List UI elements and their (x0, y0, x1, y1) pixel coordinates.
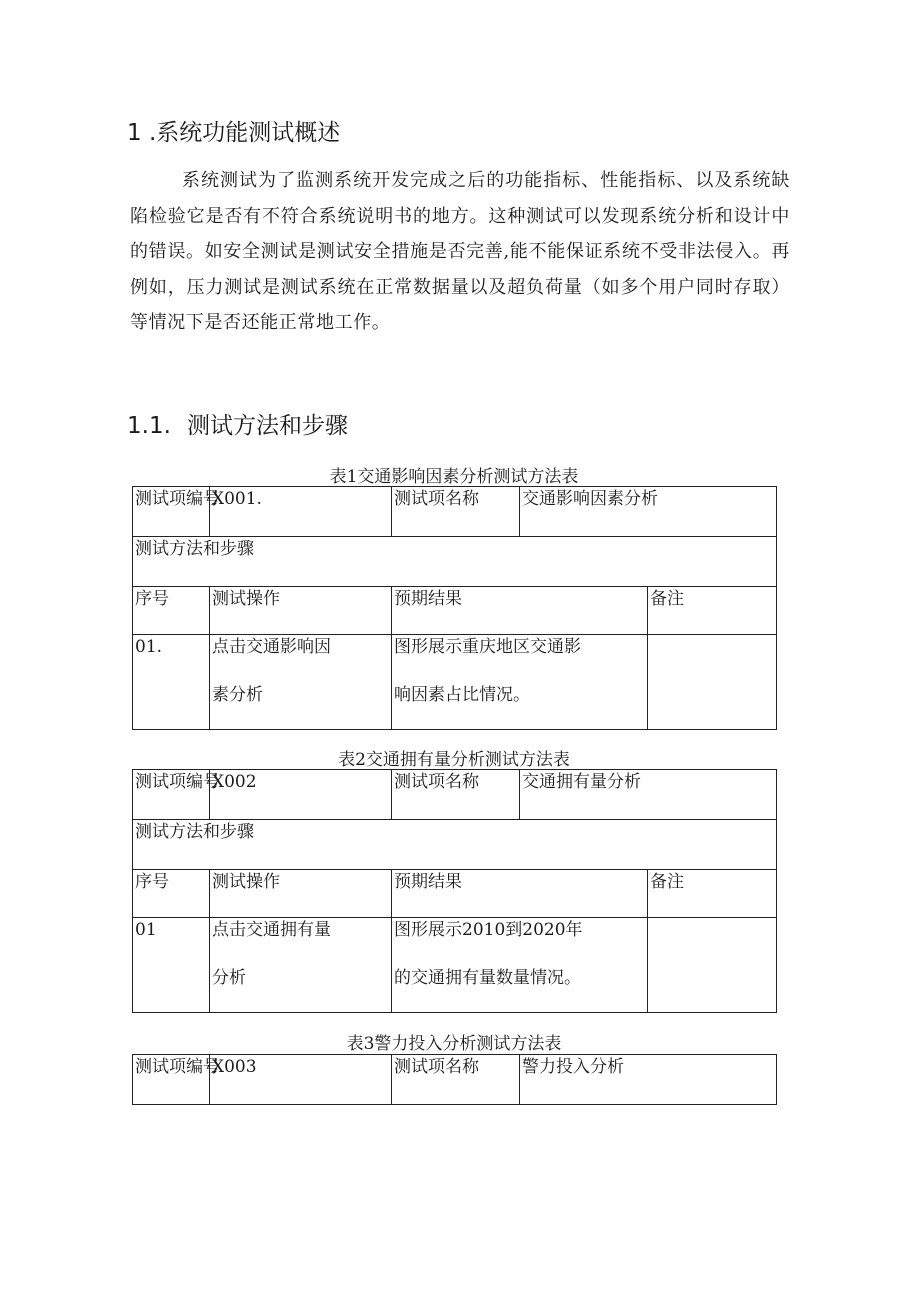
row-op-line2: 分析 (212, 968, 246, 988)
test-table-2 (132, 769, 777, 1013)
col-seq-header: 序号 (133, 587, 210, 635)
row-op-line1: 点击交通拥有量 (212, 920, 331, 940)
row-op-line1: 点击交通影响因 (212, 637, 331, 657)
row-note (648, 918, 777, 1013)
col-note-header: 备注 (648, 870, 777, 918)
name-value: 警力投入分析 (520, 1055, 777, 1105)
name-value: 交通拥有量分析 (520, 770, 777, 820)
table-row (133, 1055, 777, 1105)
table-row (133, 820, 777, 870)
test-table-3 (132, 1054, 777, 1105)
row-expected-line1: 图形展示重庆地区交通影 (394, 637, 581, 657)
id-label: 测试项编号 (133, 770, 210, 820)
name-label: 测试项名称 (392, 487, 520, 537)
col-op-header: 测试操作 (210, 587, 392, 635)
row-expected-line2: 响因素占比情况。 (394, 685, 530, 705)
row-op (210, 635, 392, 730)
table-row (133, 770, 777, 820)
row-expected-line2: 的交通拥有量数量情况。 (394, 968, 581, 988)
table-row (133, 918, 777, 1013)
test-table-1 (132, 486, 777, 730)
table-row (133, 635, 777, 730)
id-value: X003 (210, 1055, 392, 1105)
id-label: 测试项编号 (133, 487, 210, 537)
table-3-caption: 表3警力投入分析测试方法表 (346, 1034, 562, 1054)
table-row (133, 537, 777, 587)
row-expected (392, 918, 648, 1013)
col-expected-header: 预期结果 (392, 870, 648, 918)
table-row (133, 487, 777, 537)
id-value: X002 (210, 770, 392, 820)
row-op (210, 918, 392, 1013)
row-expected-line1: 图形展示2010到2020年 (394, 920, 583, 940)
row-seq: 01. (133, 635, 210, 730)
name-label: 测试项名称 (392, 1055, 520, 1105)
subsection-number: 1.1. (127, 413, 171, 439)
subsection-heading (127, 407, 348, 440)
table-2-caption: 表2交通拥有量分析测试方法表 (338, 750, 570, 770)
method-label: 测试方法和步骤 (133, 820, 777, 870)
id-value: X001. (210, 487, 392, 537)
col-seq-header: 序号 (133, 870, 210, 918)
name-value: 交通影响因素分析 (520, 487, 777, 537)
section-paragraph: 系统测试为了监测系统开发完成之后的功能指标、性能指标、以及系统缺陷检验它是否有不符合系统说明书的地方。这种测试可以发现系统分析和设计中的错误。如安全测试是测试安全措施是否完善,能不能保证系统不受非法侵入。再例如，压力测试是测试系统在正常数据量以及超负荷量（如多个用户同时存取）等情况下是否还能正常地工作。 (130, 170, 790, 333)
col-op-header: 测试操作 (210, 870, 392, 918)
subsection-title: 测试方法和步骤 (187, 413, 348, 439)
col-expected-header: 预期结果 (392, 587, 648, 635)
section-heading: 1 .系统功能测试概述 (127, 120, 341, 146)
name-label: 测试项名称 (392, 770, 520, 820)
id-label: 测试项编号 (133, 1055, 210, 1105)
row-op-line2: 素分析 (212, 685, 263, 705)
table-1-caption: 表1交通影响因素分析测试方法表 (329, 467, 579, 487)
row-note (648, 635, 777, 730)
method-label: 测试方法和步骤 (133, 537, 777, 587)
row-seq: 01 (133, 918, 210, 1013)
row-expected (392, 635, 648, 730)
col-note-header: 备注 (648, 587, 777, 635)
